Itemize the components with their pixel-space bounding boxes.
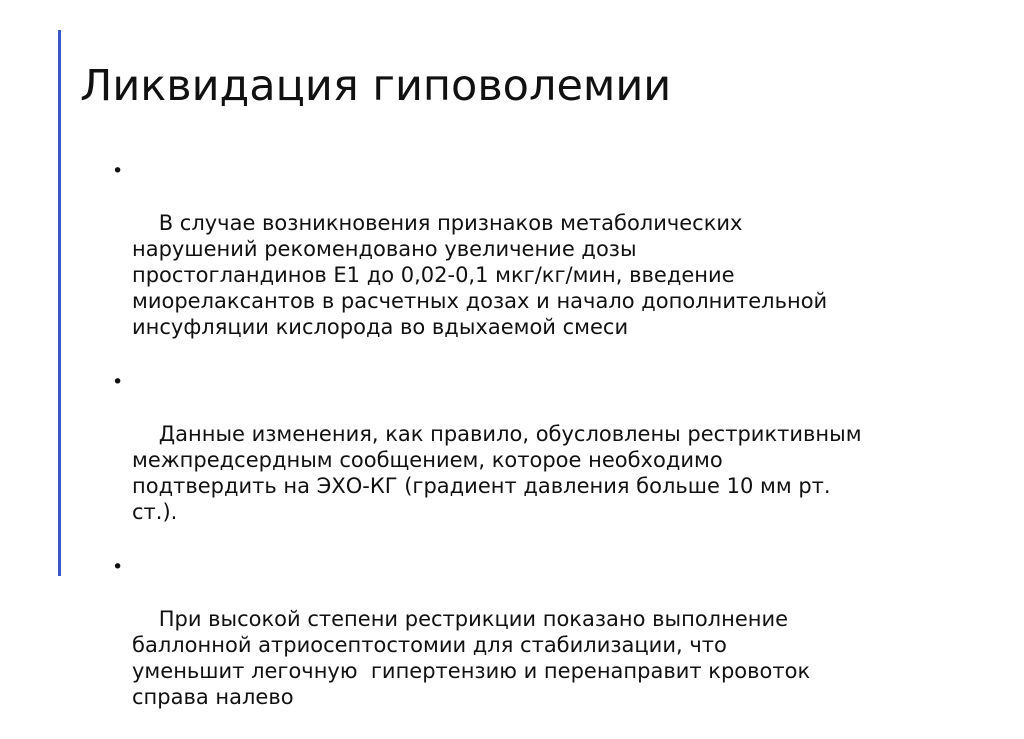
accent-line	[58, 30, 61, 576]
bullet-text: При высокой степени рестрикции показано выполнение баллонной атриосептостомии для стабилизации, что уменьшит легочную гипертензию и перенаправит кровоток справа налево	[132, 607, 811, 709]
bullet-icon: •	[112, 556, 124, 578]
bullet-list	[110, 158, 980, 739]
bullet-item	[110, 554, 980, 736]
slide-title: Ликвидация гиповолемии	[80, 61, 672, 111]
bullet-icon: •	[112, 371, 124, 393]
bullet-text: Данные изменения, как правило, обусловлены рестриктивным межпредсердным сообщением, которое необходимо подтвердить на ЭХО-КГ (градиент давления больше 10 мм рт. ст.).	[132, 422, 862, 524]
bullet-icon: •	[112, 160, 124, 182]
bullet-item	[110, 158, 980, 366]
bullet-text: В случае возникновения признаков метаболических нарушений рекомендовано увеличение дозы простогландинов Е1 до 0,02-0,1 мкг/кг/мин, введение миорелаксантов в расчетных дозах и начало дополнительной инсуфляции кислорода во вдыхаемой смеси	[132, 211, 828, 339]
bullet-item	[110, 369, 980, 551]
